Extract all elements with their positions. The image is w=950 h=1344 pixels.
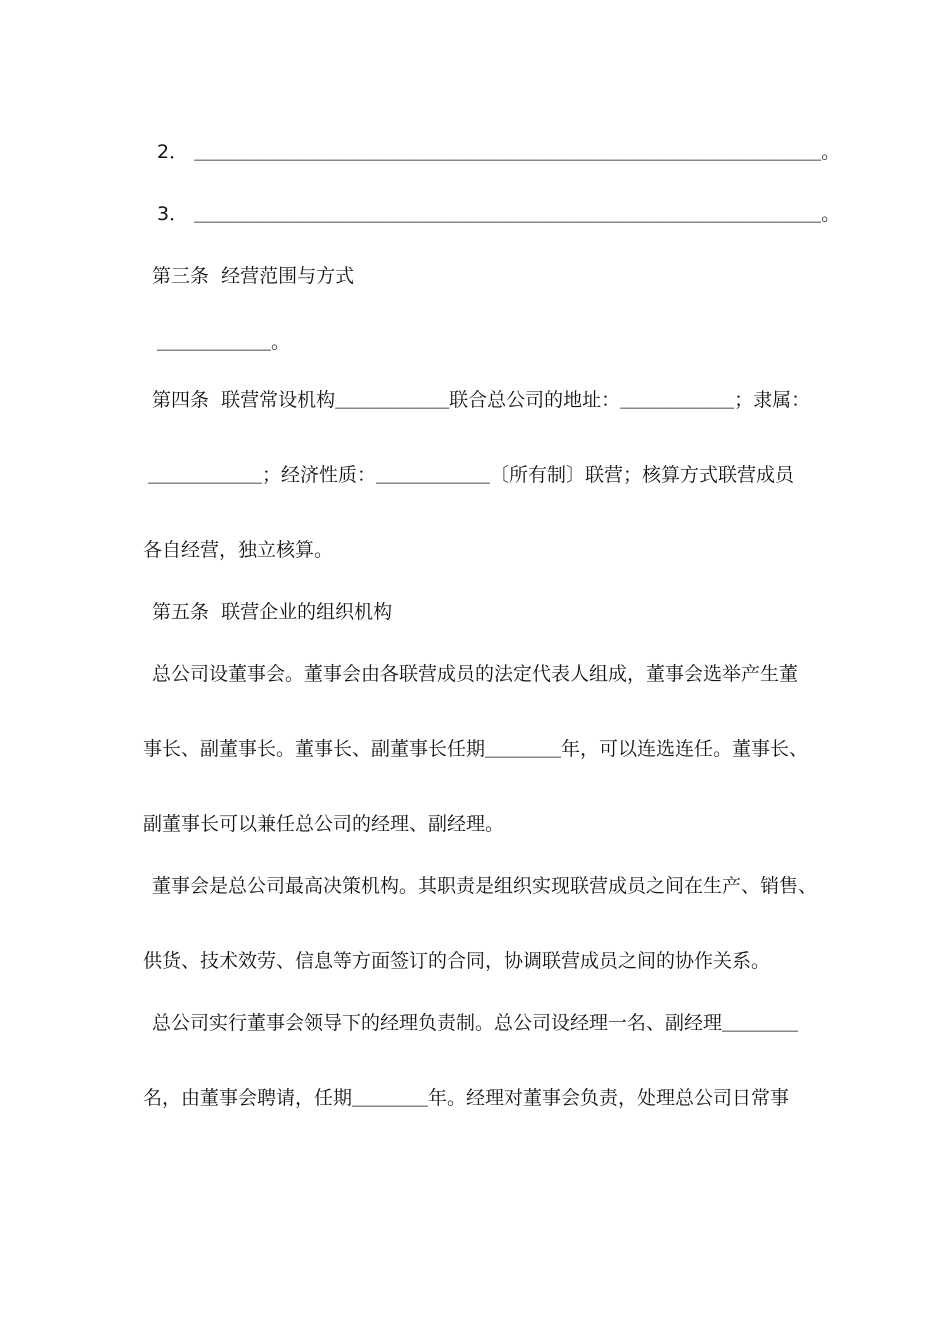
- article-5-para-1-line-3: 副董事长可以兼任总公司的经理、副经理。: [143, 813, 505, 835]
- item-3-line: 3． ＿＿＿＿＿＿＿＿＿＿＿＿＿＿＿＿＿＿＿＿＿＿＿＿＿＿＿＿＿＿＿＿＿。: [157, 203, 841, 225]
- article-5-para-2-line-2: 供货、技术效劳、信息等方面签订的合同，协调联营成员之间的协作关系。: [143, 950, 771, 972]
- article-5-para-3-line-2: 名，由董事会聘请，任期＿＿＿＿年。经理对董事会负责，处理总公司日常事: [143, 1087, 790, 1109]
- article-4-line-1: 第四条 联营常设机构＿＿＿＿＿＿联合总公司的地址：＿＿＿＿＿＿；隶属：: [152, 389, 811, 411]
- article-3-heading: 第三条 经营范围与方式: [152, 265, 355, 287]
- article-4-line-3: 各自经营，独立核算。: [143, 539, 334, 561]
- article-5-para-2-line-1: 董事会是总公司最高决策机构。其职责是组织实现联营成员之间在生产、销售、: [152, 875, 818, 897]
- article-5-para-3-line-1: 总公司实行董事会领导下的经理负责制。总公司设经理一名、副经理＿＿＿＿: [152, 1012, 799, 1034]
- article-5-para-1-line-2: 事长、副董事长。董事长、副董事长任期＿＿＿＿年，可以连选连任。董事长、: [143, 738, 809, 760]
- item-2-line: 2． ＿＿＿＿＿＿＿＿＿＿＿＿＿＿＿＿＿＿＿＿＿＿＿＿＿＿＿＿＿＿＿＿＿。: [157, 141, 841, 163]
- article-5-heading: 第五条 联营企业的组织机构: [152, 601, 393, 623]
- article-4-line-2: ＿＿＿＿＿＿；经济性质：＿＿＿＿＿＿〔所有制〕联营；核算方式联营成员: [148, 464, 795, 486]
- article-3-blank-line: ＿＿＿＿＿＿。: [157, 331, 291, 353]
- article-5-para-1-line-1: 总公司设董事会。董事会由各联营成员的法定代表人组成，董事会选举产生董: [152, 663, 799, 685]
